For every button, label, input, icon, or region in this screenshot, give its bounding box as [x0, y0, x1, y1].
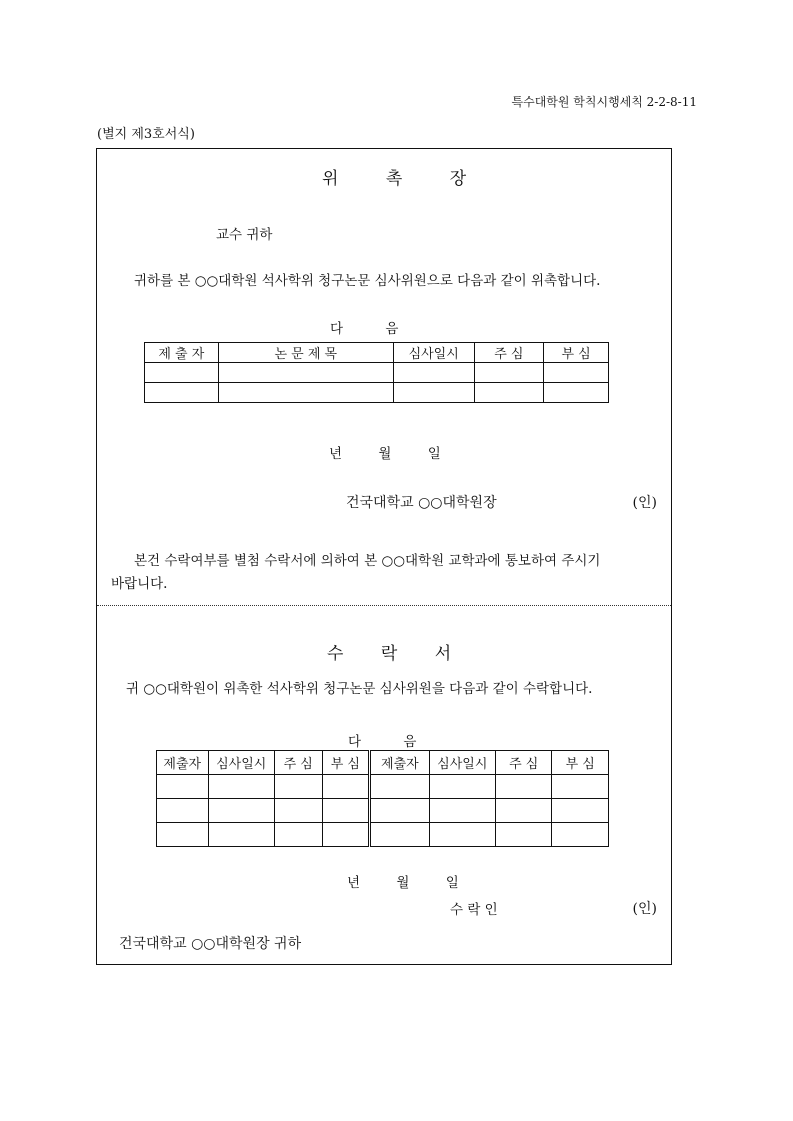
table-cell[interactable] — [393, 383, 474, 403]
acceptance-title-char: 수 — [327, 644, 344, 664]
table-header-row — [157, 751, 609, 775]
acceptance-recipient: 건국대학교 ○○대학원장 귀하 — [119, 936, 302, 952]
acceptance-seal: (인) — [632, 901, 657, 917]
table-cell[interactable] — [208, 775, 274, 799]
table-cell[interactable] — [544, 383, 609, 403]
table-row — [157, 799, 609, 823]
notice-line-2: 바랍니다. — [111, 576, 168, 592]
column-header: 심사일시 — [208, 751, 274, 775]
table-cell[interactable] — [474, 363, 544, 383]
table-cell[interactable] — [495, 775, 551, 799]
column-header: 제출자 — [370, 751, 429, 775]
heading-char: 음 — [385, 321, 399, 337]
table-cell[interactable] — [208, 799, 274, 823]
appointment-date — [329, 442, 441, 462]
column-header: 제 출 자 — [145, 343, 219, 363]
appointment-title-char: 장 — [449, 169, 467, 189]
acceptance-date — [347, 871, 459, 891]
date-char: 일 — [445, 875, 459, 891]
table-cell[interactable] — [552, 775, 609, 799]
notice-line-1: 본건 수락여부를 별첨 수락서에 의하여 본 ○○대학원 교학과에 통보하여 주시기 — [134, 553, 601, 569]
table-cell[interactable] — [218, 383, 393, 403]
table-cell[interactable] — [370, 799, 429, 823]
table-cell[interactable] — [544, 363, 609, 383]
acceptance-title — [327, 639, 451, 664]
acceptance-table — [156, 750, 609, 847]
table-cell[interactable] — [157, 775, 209, 799]
column-header: 논 문 제 목 — [218, 343, 393, 363]
date-char: 년 — [329, 446, 343, 462]
table-cell[interactable] — [322, 799, 370, 823]
appointment-issuer: 건국대학교 ○○대학원장 — [346, 495, 497, 511]
acceptor-label: 수 락 인 — [450, 902, 498, 918]
column-header: 주 심 — [274, 751, 322, 775]
column-header: 주 심 — [474, 343, 544, 363]
date-char: 년 — [347, 875, 361, 891]
column-header: 부 심 — [552, 751, 609, 775]
table-row — [157, 775, 609, 799]
appointment-title-char: 촉 — [385, 169, 403, 189]
column-header: 심사일시 — [429, 751, 495, 775]
table-cell[interactable] — [393, 363, 474, 383]
heading-char: 다 — [348, 734, 362, 750]
column-header: 부 심 — [544, 343, 609, 363]
form-label: (별지 제3호서식) — [97, 127, 195, 142]
appointment-body: 귀하를 본 ○○대학원 석사학위 청구논문 심사위원으로 다음과 같이 위촉합니다. — [134, 273, 601, 289]
heading-char: 음 — [403, 734, 417, 750]
table-row — [145, 383, 609, 403]
table-cell[interactable] — [274, 775, 322, 799]
acceptance-body: 귀 ○○대학원이 위촉한 석사학위 청구논문 심사위원을 다음과 같이 수락합니다. — [126, 681, 593, 697]
appointment-seal: (인) — [632, 495, 657, 511]
column-header: 부 심 — [322, 751, 370, 775]
table-row — [157, 823, 609, 847]
appointment-addressee: 교수 귀하 — [216, 227, 273, 243]
table-cell[interactable] — [370, 823, 429, 847]
table-cell[interactable] — [495, 823, 551, 847]
document-code: 특수대학원 학칙시행세칙 2-2-8-11 — [511, 95, 697, 109]
table-cell[interactable] — [145, 383, 219, 403]
form-frame — [96, 148, 672, 965]
cut-line — [97, 605, 671, 606]
table-cell[interactable] — [495, 799, 551, 823]
table-cell[interactable] — [322, 823, 370, 847]
table-cell[interactable] — [429, 823, 495, 847]
table-cell[interactable] — [429, 775, 495, 799]
acceptance-title-char: 락 — [380, 644, 398, 664]
column-header: 제출자 — [157, 751, 209, 775]
appointment-heading — [330, 317, 398, 337]
appointment-title-char: 위 — [322, 169, 339, 189]
table-cell[interactable] — [157, 799, 209, 823]
table-cell[interactable] — [145, 363, 219, 383]
column-header: 심사일시 — [393, 343, 474, 363]
table-cell[interactable] — [552, 799, 609, 823]
table-cell[interactable] — [218, 363, 393, 383]
appointment-title — [322, 164, 466, 189]
acceptance-title-char: 서 — [434, 644, 452, 664]
acceptance-heading — [348, 730, 416, 750]
table-cell[interactable] — [474, 383, 544, 403]
table-cell[interactable] — [157, 823, 209, 847]
appointment-table — [144, 342, 609, 403]
date-char: 월 — [396, 875, 410, 891]
table-row — [145, 363, 609, 383]
table-cell[interactable] — [208, 823, 274, 847]
table-cell[interactable] — [274, 823, 322, 847]
table-cell[interactable] — [322, 775, 370, 799]
heading-char: 다 — [330, 321, 344, 337]
table-cell[interactable] — [552, 823, 609, 847]
table-cell[interactable] — [429, 799, 495, 823]
date-char: 월 — [378, 446, 392, 462]
table-cell[interactable] — [370, 775, 429, 799]
table-cell[interactable] — [274, 799, 322, 823]
column-header: 주 심 — [495, 751, 551, 775]
table-header-row — [145, 343, 609, 363]
date-char: 일 — [427, 446, 441, 462]
